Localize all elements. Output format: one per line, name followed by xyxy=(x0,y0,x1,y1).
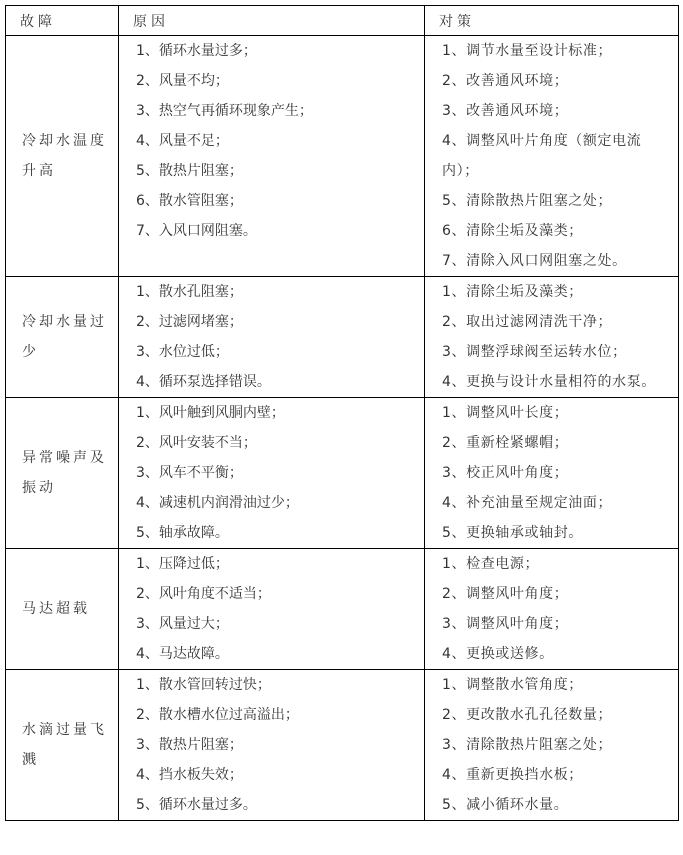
header-fault: 故障 xyxy=(6,6,119,36)
measure-item: 3、调整浮球阀至运转水位； xyxy=(442,344,627,360)
measure-item: 3、改善通风环境； xyxy=(442,103,569,119)
measure-item: 5、减小循环水量。 xyxy=(442,797,569,813)
measure-item: 4、重新更换挡水板； xyxy=(442,767,583,783)
cause-item: 3、水位过低； xyxy=(136,344,229,360)
measure-item: 6、清除尘垢及藻类； xyxy=(442,223,583,239)
cause-item: 3、热空气再循环现象产生； xyxy=(136,103,313,119)
table-row xyxy=(6,398,679,549)
measure-item: 1、调整风叶长度； xyxy=(442,405,569,421)
cause-item: 5、轴承故障。 xyxy=(136,525,229,541)
measure-item: 2、取出过滤网清洗干净； xyxy=(442,314,613,330)
cause-item: 1、循环水量过多； xyxy=(136,43,257,59)
cause-item: 1、散水孔阻塞； xyxy=(136,284,243,300)
fault-cell: 异常噪声及振动 xyxy=(6,398,119,549)
measure-item: 2、改善通风环境； xyxy=(442,73,569,89)
cause-cell xyxy=(119,398,425,549)
measure-item: 1、清除尘垢及藻类； xyxy=(442,284,583,300)
cause-item: 4、马达故障。 xyxy=(136,646,229,662)
cause-item: 2、过滤网堵塞； xyxy=(136,314,243,330)
measure-item: 5、清除散热片阻塞之处； xyxy=(442,193,613,209)
measure-item: 3、清除散热片阻塞之处； xyxy=(442,737,613,753)
cause-cell xyxy=(119,670,425,821)
cause-item: 6、散水管阻塞； xyxy=(136,193,243,209)
cause-item: 3、散热片阻塞； xyxy=(136,737,243,753)
header-row xyxy=(6,6,679,36)
measure-item: 2、调整风叶角度； xyxy=(442,586,569,602)
cause-item: 7、入风口网阻塞。 xyxy=(136,223,257,239)
cause-item: 5、散热片阻塞； xyxy=(136,163,243,179)
cause-cell xyxy=(119,549,425,670)
cause-item: 3、风车不平衡； xyxy=(136,465,243,481)
cause-cell xyxy=(119,277,425,398)
cause-item: 4、减速机内润滑油过少； xyxy=(136,495,299,511)
measure-item: 4、补充油量至规定油面； xyxy=(442,495,613,511)
fault-cell: 水滴过量飞溅 xyxy=(6,670,119,821)
cause-item: 4、风量不足； xyxy=(136,133,229,149)
measure-cell xyxy=(425,277,679,398)
table-body xyxy=(6,36,679,821)
measure-item: 5、更换轴承或轴封。 xyxy=(442,525,583,541)
fault-cell: 冷却水量过少 xyxy=(6,277,119,398)
cause-item: 2、散水槽水位过高溢出； xyxy=(136,707,299,723)
cause-item: 1、压降过低； xyxy=(136,556,229,572)
table-row xyxy=(6,277,679,398)
cause-item: 5、循环水量过多。 xyxy=(136,797,257,813)
header-measure: 对策 xyxy=(425,6,679,36)
cause-cell xyxy=(119,36,425,277)
header-cause: 原因 xyxy=(119,6,425,36)
measure-item: 4、更换或送修。 xyxy=(442,646,554,662)
cause-item: 2、风量不均； xyxy=(136,73,229,89)
measure-cell xyxy=(425,398,679,549)
measure-item: 2、更改散水孔孔径数量； xyxy=(442,707,613,723)
cause-item: 4、挡水板失效； xyxy=(136,767,243,783)
table-row xyxy=(6,36,679,277)
cause-item: 4、循环泵选择错误。 xyxy=(136,374,271,390)
measure-item: 3、校正风叶角度； xyxy=(442,465,569,481)
measure-cell xyxy=(425,670,679,821)
measure-item: 4、调整风叶片角度（额定电流内）； xyxy=(442,133,642,179)
cause-item: 1、散水管回转过快； xyxy=(136,677,271,693)
measure-item: 2、重新栓紧螺帽； xyxy=(442,435,569,451)
table-row xyxy=(6,670,679,821)
measure-item: 1、检查电源； xyxy=(442,556,540,572)
fault-cell: 马达超载 xyxy=(6,549,119,670)
cause-item: 1、风叶触到风胴内壁； xyxy=(136,405,285,421)
cause-item: 2、风叶角度不适当； xyxy=(136,586,271,602)
fault-table xyxy=(5,5,679,821)
measure-cell xyxy=(425,549,679,670)
table-row xyxy=(6,549,679,670)
measure-item: 1、调节水量至设计标准； xyxy=(442,43,613,59)
measure-item: 4、更换与设计水量相符的水泵。 xyxy=(442,374,656,390)
measure-item: 3、调整风叶角度； xyxy=(442,616,569,632)
measure-cell xyxy=(425,36,679,277)
cause-item: 3、风量过大； xyxy=(136,616,229,632)
measure-item: 1、调整散水管角度； xyxy=(442,677,583,693)
cause-item: 2、风叶安装不当； xyxy=(136,435,257,451)
measure-item: 7、清除入风口网阻塞之处。 xyxy=(442,253,627,269)
fault-cell: 冷却水温度升高 xyxy=(6,36,119,277)
